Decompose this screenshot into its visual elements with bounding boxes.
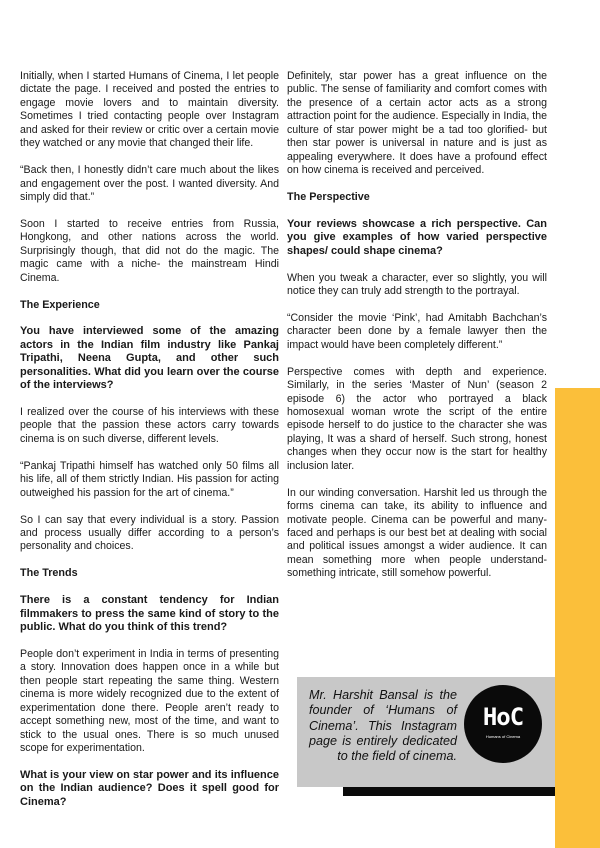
paragraph: Perspective comes with depth and experience. Similarly, in the series ‘Master of Nun’ (season 2 episode 6) the actor who portrayed a black homosexual woman wrote the script of the entire episode herself to do justice to the character she was playing, It was a shard of herself. Such strong, honest changes when they occur now is the start for healthy inclusion later. [287, 365, 547, 472]
paragraph: Definitely, star power has a great influence on the public. The sense of familiarity and comfort comes with the presence of a certain actor acts as a strong attraction point for the audience. Especially in India, the culture of star power might be a tad too glorified- but then star power is universal in nature and is just as appealing everywhere. It does have a profound effect on how cinema is received and perceived. [287, 70, 547, 177]
paragraph: People don’t experiment in India in terms of presenting a story. Innovation does happen once in a while but then people start repeating the same thing. Western cinema is more widely recognized due to the extent of experimentation done there. People aren’t ready to accept something new, most of the time, and want to stick to the usual ones. There is so much unused scope for experimentation. [20, 647, 279, 755]
paragraph: Soon I started to receive entries from Russia, Hongkong, and other nations across the world. Surprisingly though, that did not do the magic. The magic came with a niche- the mainstream Hindi Cinema. [20, 217, 279, 284]
paragraph: When you tweak a character, ever so slightly, you will notice they can truly add strength to the portrayal. [287, 271, 547, 298]
right-column [287, 70, 547, 594]
quote: “Back then, I honestly didn’t care much about the likes and engagement over the post. I wanted diversity. And simply did that.” [20, 164, 279, 204]
paragraph: Initially, when I started Humans of Cinema, I let people dictate the page. I received and posted the entries to engage movie lovers and to maintain diversity. Sometimes I tried contacting people over Instagram and asked for their review or critic over a certain movie they watched or any movie that changed their life. [20, 70, 279, 150]
interview-question: You have interviewed some of the amazing actors in the Indian film industry like Pankaj Tripathi, Neena Gupta, and other such personalities. What did you learn over the course of the interviews? [20, 325, 279, 392]
left-column [20, 70, 279, 823]
accent-bar [555, 388, 600, 848]
section-heading-perspective: The Perspective [287, 191, 370, 204]
logo-main-text: HoC [482, 703, 524, 731]
paragraph: So I can say that every individual is a story. Passion and process usually differ according to a person’s personality and choices. [20, 513, 279, 553]
section-heading-experience: The Experience [20, 298, 100, 311]
paragraph: I realized over the course of his interviews with these people that the passion these actors carry towards cinema is on such diverse, different levels. [20, 406, 279, 445]
logo-sub-text: Humans of Cinema [485, 734, 521, 739]
quote: “Pankaj Tripathi himself has watched only 50 films all his life, all of them strictly Indian. His passion for acting outweighed his passion for the art of cinema.” [20, 459, 279, 499]
quote: “Consider the movie ‘Pink’, had Amitabh Bachchan’s character been done by a female lawyer then the impact would have been completely different.” [287, 311, 547, 351]
decorative-bar [343, 787, 555, 796]
bio-box [297, 677, 555, 787]
bio-text: Mr. Harshit Bansal is the founder of ‘Humans of Cinema’. This Instagram page is entirely dedicated to the field of cinema. [309, 688, 457, 764]
interview-question: What is your view on star power and its influence on the Indian audience? Does it spell good for Cinema? [20, 768, 279, 808]
section-heading-trends: The Trends [20, 567, 78, 580]
interview-question: There is a constant tendency for Indian filmmakers to press the same kind of story to the public. What do you think of this trend? [20, 594, 279, 634]
interview-question: Your reviews showcase a rich perspective. Can you give examples of how varied perspective shapes/ could shape cinema? [287, 217, 547, 257]
paragraph: In our winding conversation. Harshit led us through the forms cinema can take, its ability to influence and motivate people. Cinema can be powerful and many-faced and perhaps is our best bet at dealing with social and political issues amongst a wider audience. It can mean something more when people understand- something intricate, still somehow powerful. [287, 486, 547, 580]
hoc-logo [464, 685, 542, 763]
